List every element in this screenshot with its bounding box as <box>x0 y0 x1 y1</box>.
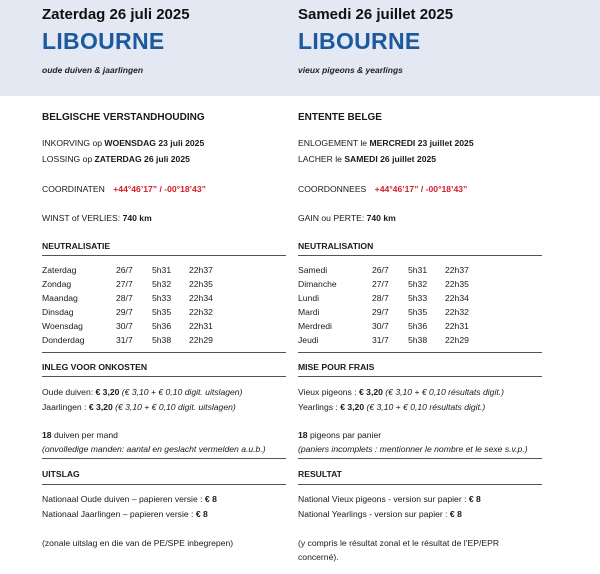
distance-line: WINST of VERLIES: 740 km <box>42 213 152 223</box>
cost-old-pigeons: Oude duiven: € 3,20 (€ 3,10 + € 0,10 digit. uitslagen) <box>42 387 243 397</box>
basket-count: 18 pigeons par panier <box>298 430 382 440</box>
race-subtitle: oude duiven & jaarlingen <box>42 65 144 75</box>
divider <box>298 484 542 485</box>
release-line: LACHER le SAMEDI 26 juillet 2025 <box>298 154 437 164</box>
costs-title: MISE POUR FRAIS <box>298 362 375 372</box>
distance-line: GAIN ou PERTE: 740 km <box>298 213 396 223</box>
race-city: LIBOURNE <box>42 28 165 54</box>
costs-title: INLEG VOOR ONKOSTEN <box>42 362 148 372</box>
cost-old-pigeons: Vieux pigeons : € 3,20 (€ 3,10 + € 0,10 résultats digit.) <box>298 387 505 397</box>
race-subtitle: vieux pigeons & yearlings <box>298 65 403 75</box>
divider <box>298 376 542 377</box>
coordinates-line: COORDINATEN +44°46’17” / -00°18’43” <box>42 184 206 194</box>
result-yearlings: Nationaal Jaarlingen – papieren versie : € 8 <box>42 509 208 519</box>
divider <box>42 352 286 353</box>
divider <box>42 376 286 377</box>
release-line: LOSSING op ZATERDAG 26 juli 2025 <box>42 154 190 164</box>
divider <box>42 255 286 256</box>
divider <box>42 458 286 459</box>
neutralisation-title: NEUTRALISATION <box>298 241 374 251</box>
divider <box>298 352 542 353</box>
result-note: (y compris le résultat zonal et le résultat de l’EP/EPR <box>298 538 500 548</box>
basket-note: (onvolledige manden: aantal en geslacht vermelden a.u.b.) <box>42 444 266 454</box>
organisation-title: ENTENTE BELGE <box>298 112 382 123</box>
result-title: RESULTAT <box>298 469 342 479</box>
basket-note: (paniers incomplets : mentionner le nombre et le sexe s.v.p.) <box>298 444 528 454</box>
cost-yearlings: Jaarlingen : € 3,20 (€ 3,10 + € 0,10 digit. uitslagen) <box>42 402 236 412</box>
basket-count: 18 duiven per mand <box>42 430 118 440</box>
coordinates-line: COORDONNEES +44°46’17” / -00°18’43” <box>298 184 468 194</box>
result-note-continued: concerné). <box>298 552 339 562</box>
organisation-title: BELGISCHE VERSTANDHOUDING <box>42 112 205 123</box>
race-city: LIBOURNE <box>298 28 421 54</box>
divider <box>42 484 286 485</box>
result-title: UITSLAG <box>42 469 80 479</box>
neutralisation-title: NEUTRALISATIE <box>42 241 111 251</box>
divider <box>298 458 542 459</box>
race-date: Zaterdag 26 juli 2025 <box>42 6 190 23</box>
cost-yearlings: Yearlings : € 3,20 (€ 3,10 + € 0,10 résultats digit.) <box>298 402 486 412</box>
result-old-pigeons: National Vieux pigeons - version sur papier : € 8 <box>298 494 481 504</box>
basketing-line: INKORVING op WOENSDAG 23 juli 2025 <box>42 138 205 148</box>
divider <box>298 255 542 256</box>
race-date: Samedi 26 juillet 2025 <box>298 6 454 23</box>
result-note: (zonale uitslag en die van de PE/SPE inbegrepen) <box>42 538 234 548</box>
result-yearlings: National Yearlings - version sur papier : € 8 <box>298 509 462 519</box>
basketing-line: ENLOGEMENT le MERCREDI 23 juillet 2025 <box>298 138 474 148</box>
result-old-pigeons: Nationaal Oude duiven – papieren versie : € 8 <box>42 494 217 504</box>
